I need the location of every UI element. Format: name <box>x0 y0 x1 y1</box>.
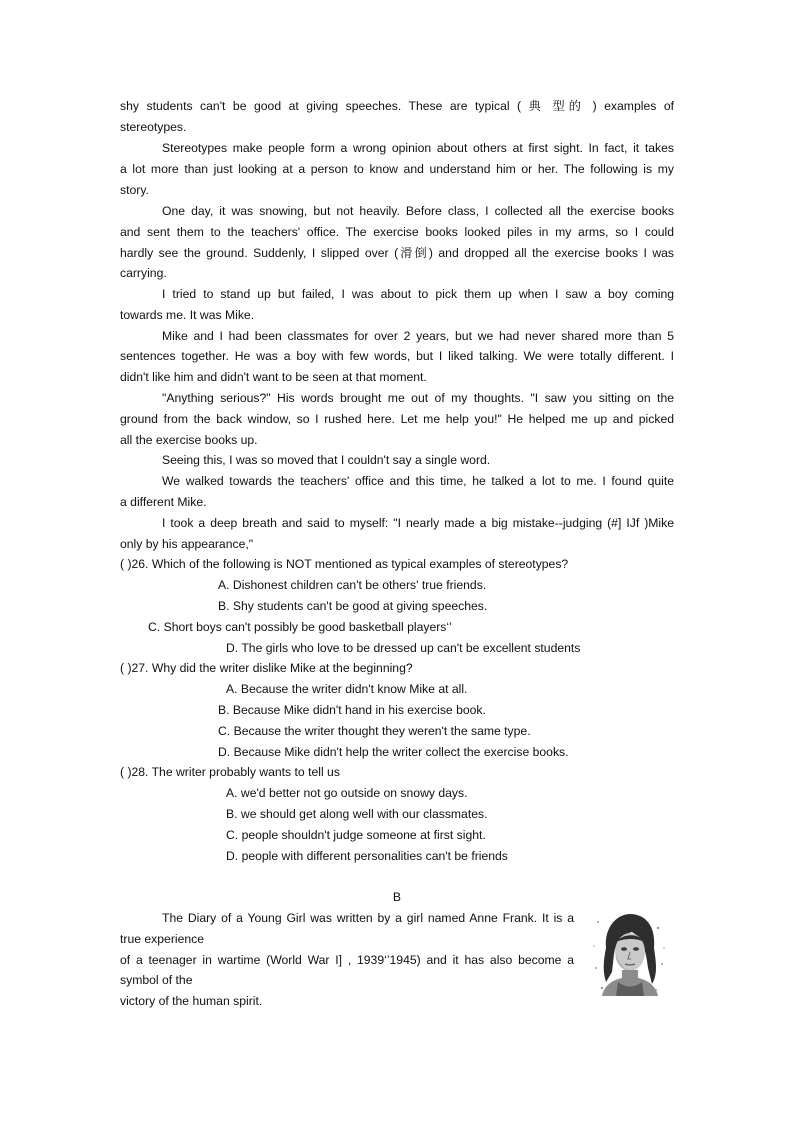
passage-line: The Diary of a Young Girl was written by a girl named Anne Frank. It is a <box>162 911 574 925</box>
question-26-option-a: A. Dishonest children can't be others' true friends. <box>218 578 487 592</box>
question-26-option-d: D. The girls who love to be dressed up can't be excellent students <box>226 641 581 655</box>
passage-line: towards me. It was Mike. <box>120 308 255 322</box>
passage-line: Seeing this, I was so moved that I couldn't say a single word. <box>162 453 491 467</box>
passage-line: all the exercise books up. <box>120 433 258 447</box>
question-27-option-b: B. Because Mike didn't hand in his exercise book. <box>218 703 486 717</box>
passage-line: ground from the back window, so I rushed here. Let me help you!" He helped me up and picked <box>120 412 674 426</box>
passage-line: shy students can't be good at giving speeches. These are typical ( 典 型的 ) examples of <box>120 99 674 113</box>
passage-line: story. <box>120 183 149 197</box>
passage-line: hardly see the ground. Suddenly, I slipped over (滑倒) and dropped all the exercise books I was <box>120 246 674 260</box>
passage-line: didn't like him and didn't want to be seen at that moment. <box>120 370 427 384</box>
portrait-photo <box>592 908 666 996</box>
question-26-option-b: B. Shy students can't be good at giving speeches. <box>218 599 488 613</box>
passage-line: Stereotypes make people form a wrong opinion about others at first sight. In fact, it takes <box>162 141 674 155</box>
question-26-option-c: C. Short boys can't possibly be good basketball players‘’ <box>148 620 452 634</box>
question-28-option-b: B. we should get along well with our classmates. <box>226 807 488 821</box>
passage-line: One day, it was snowing, but not heavily. Before class, I collected all the exercise books <box>162 204 674 218</box>
question-27-stem: ( )27. Why did the writer dislike Mike at the beginning? <box>120 661 413 675</box>
section-heading: B <box>392 890 402 904</box>
passage-line: a different Mike. <box>120 495 207 509</box>
passage-line: victory of the human spirit. <box>120 994 263 1008</box>
question-28-option-a: A. we'd better not go outside on snowy days. <box>226 786 468 800</box>
passage-line: Mike and I had been classmates for over 2 years, but we had never shared more than 5 <box>162 329 674 343</box>
passage-line: and sent them to the teachers' office. The exercise books looked piles in my arms, so I could <box>120 225 674 239</box>
question-28-option-c: C. people shouldn't judge someone at first sight. <box>226 828 486 842</box>
passage-line: only by his appearance," <box>120 537 254 551</box>
question-27-option-a: A. Because the writer didn't know Mike at all. <box>226 682 468 696</box>
passage-line: We walked towards the teachers' office and this time, he talked a lot to me. I found quite <box>162 474 674 488</box>
question-26-stem: ( )26. Which of the following is NOT mentioned as typical examples of stereotypes? <box>120 557 569 571</box>
question-27-option-c: C. Because the writer thought they weren't the same type. <box>218 724 531 738</box>
passage-line: stereotypes. <box>120 120 187 134</box>
passage-line: sentences together. He was a boy with few words, but I liked talking. We were totally different. I <box>120 349 674 363</box>
question-28-option-d: D. people with different personalities can't be friends <box>226 849 508 863</box>
passage-line: carrying. <box>120 266 167 280</box>
passage-line: of a teenager in wartime (World War I] , 1939‘’1945) and it has also become a <box>120 953 574 967</box>
passage-line: true experience <box>120 932 205 946</box>
question-28-stem: ( )28. The writer probably wants to tell us <box>120 765 340 779</box>
question-27-option-d: D. Because Mike didn't help the writer collect the exercise books. <box>218 745 569 759</box>
passage-line: a lot more than just looking at a person to know and understand him or her. The following is my <box>120 162 674 176</box>
passage-line: I took a deep breath and said to myself: "I nearly made a big mistake--judging (#] IJf )Mike <box>162 516 674 530</box>
passage-line: I tried to stand up but failed, I was about to pick them up when I saw a boy coming <box>162 287 674 301</box>
passage-line: symbol of the <box>120 973 193 987</box>
passage-line: "Anything serious?" His words brought me out of my thoughts. "I saw you sitting on the <box>162 391 674 405</box>
